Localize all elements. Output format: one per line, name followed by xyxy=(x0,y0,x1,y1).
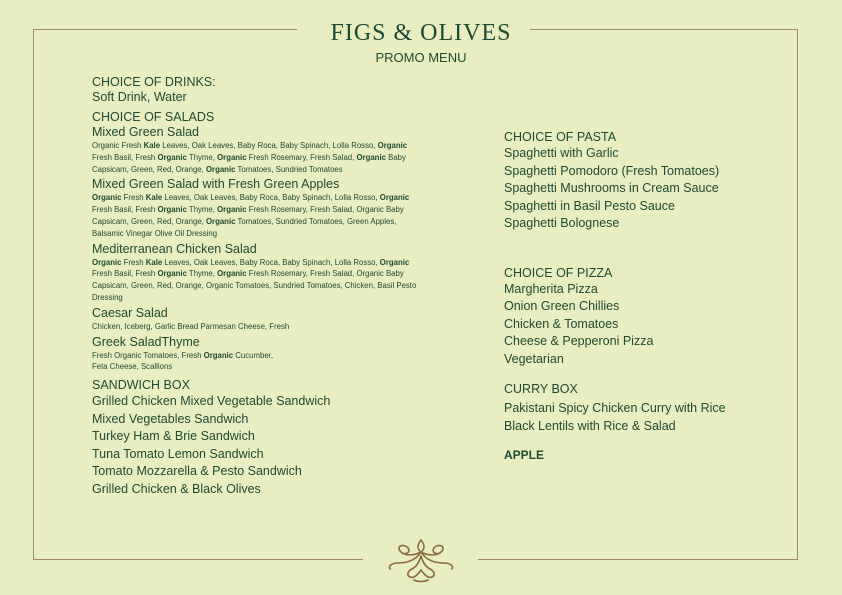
salads-title: CHOICE OF SALADS xyxy=(92,110,215,124)
left-column xyxy=(92,75,422,498)
pizza-list xyxy=(504,281,824,369)
salad-name: Greek SaladThyme xyxy=(92,334,200,349)
pizza-item: Cheese & Pepperoni Pizza xyxy=(504,334,654,348)
flourish-ornament-icon xyxy=(386,536,456,584)
pizza-title: CHOICE OF PIZZA xyxy=(504,265,613,280)
salads-list xyxy=(92,125,422,373)
frame-bottom-right xyxy=(478,559,798,560)
salad-name: Mixed Green Salad with Fresh Green Apples xyxy=(92,177,340,192)
sandwich-title: SANDWICH BOX xyxy=(92,378,190,393)
apple-label: APPLE xyxy=(504,448,545,462)
salad-name: Caesar Salad xyxy=(92,305,168,320)
curry-item: Black Lentils with Rice & Salad xyxy=(504,418,676,433)
frame-left xyxy=(33,29,34,560)
pasta-item: Spaghetti Pomodoro (Fresh Tomatoes) xyxy=(504,163,720,178)
drinks-item: Soft Drink, Water xyxy=(92,90,187,104)
curry-list xyxy=(504,400,824,435)
sandwich-item: Tomato Mozzarella & Pesto Sandwich xyxy=(92,464,302,479)
salad-name: Mediterranean Chicken Salad xyxy=(92,241,257,256)
right-column xyxy=(504,129,824,462)
sandwich-list xyxy=(92,393,422,498)
pizza-item: Onion Green Chillies xyxy=(504,299,620,313)
drinks-title: CHOICE OF DRINKS: xyxy=(92,75,216,89)
salad-description: Chicken, Iceberg, Garlic Bread Parmesan Cheese, Fresh xyxy=(92,321,290,331)
sandwich-item: Grilled Chicken Mixed Vegetable Sandwich xyxy=(92,394,331,409)
pasta-title: CHOICE OF PASTA xyxy=(504,130,617,144)
pasta-item: Spaghetti Mushrooms in Cream Sauce xyxy=(504,181,719,195)
pasta-list xyxy=(504,145,824,233)
salad-description: Organic Fresh Kale Leaves, Oak Leaves, Baby Roca, Baby Spinach, Lolla Rosso, Organic Fresh Basil, Fresh Organic Thyme, Organic Fresh Rosemary, Fresh Salad, Organic Baby Capsicam, Green, Red, Orange, Organic Tomatoes, Sundried Tomatoes, Green Apples, Balsamic Vinegar Olive Oil Dressing xyxy=(92,193,410,238)
frame-bottom-left xyxy=(33,559,363,560)
pizza-item: Margherita Pizza xyxy=(504,281,598,296)
salad-name: Mixed Green Salad xyxy=(92,125,200,139)
curry-item: Pakistani Spicy Chicken Curry with Rice xyxy=(504,401,726,415)
sandwich-item: Mixed Vegetables Sandwich xyxy=(92,411,249,426)
pizza-item: Chicken & Tomatoes xyxy=(504,316,619,331)
sandwich-item: Turkey Ham & Brie Sandwich xyxy=(92,429,255,444)
salad-description: Organic Fresh Kale Leaves, Oak Leaves, Baby Roca, Baby Spinach, Lolla Rosso, Organic Fresh Basil, Fresh Organic Thyme, Organic Fresh Rosemary, Fresh Salad, Organic Baby Capsicam, Green, Red, Orange, Organic Tomatoes, Sundried Tomatoes xyxy=(92,141,408,174)
pasta-item: Spaghetti Bolognese xyxy=(504,216,620,230)
salad-description: Organic Fresh Kale Leaves, Oak Leaves, Baby Roca, Baby Spinach, Lolla Rosso, Organic Fresh Basil, Fresh Organic Thyme, Organic Fresh Rosemary, Fresh Salad, Organic Baby Capsicam, Green, Red, Orange, Organic Tomatoes, Sundried Tomatoes, Chicken, Basil Pesto Dressing xyxy=(92,257,417,302)
sandwich-item: Grilled Chicken & Black Olives xyxy=(92,481,261,496)
sandwich-item: Tuna Tomato Lemon Sandwich xyxy=(92,446,264,461)
pasta-item: Spaghetti in Basil Pesto Sauce xyxy=(504,198,675,213)
curry-title: CURRY BOX xyxy=(504,382,578,396)
pasta-item: Spaghetti with Garlic xyxy=(504,146,619,160)
salad-description: Fresh Organic Tomatoes, Fresh Organic Cucumber, Feta Cheese, Scallions xyxy=(92,350,273,372)
menu-subtitle: PROMO MENU xyxy=(375,50,467,65)
pizza-item: Vegetarian xyxy=(504,351,564,366)
restaurant-title: FIGS & OLIVES xyxy=(330,20,512,46)
